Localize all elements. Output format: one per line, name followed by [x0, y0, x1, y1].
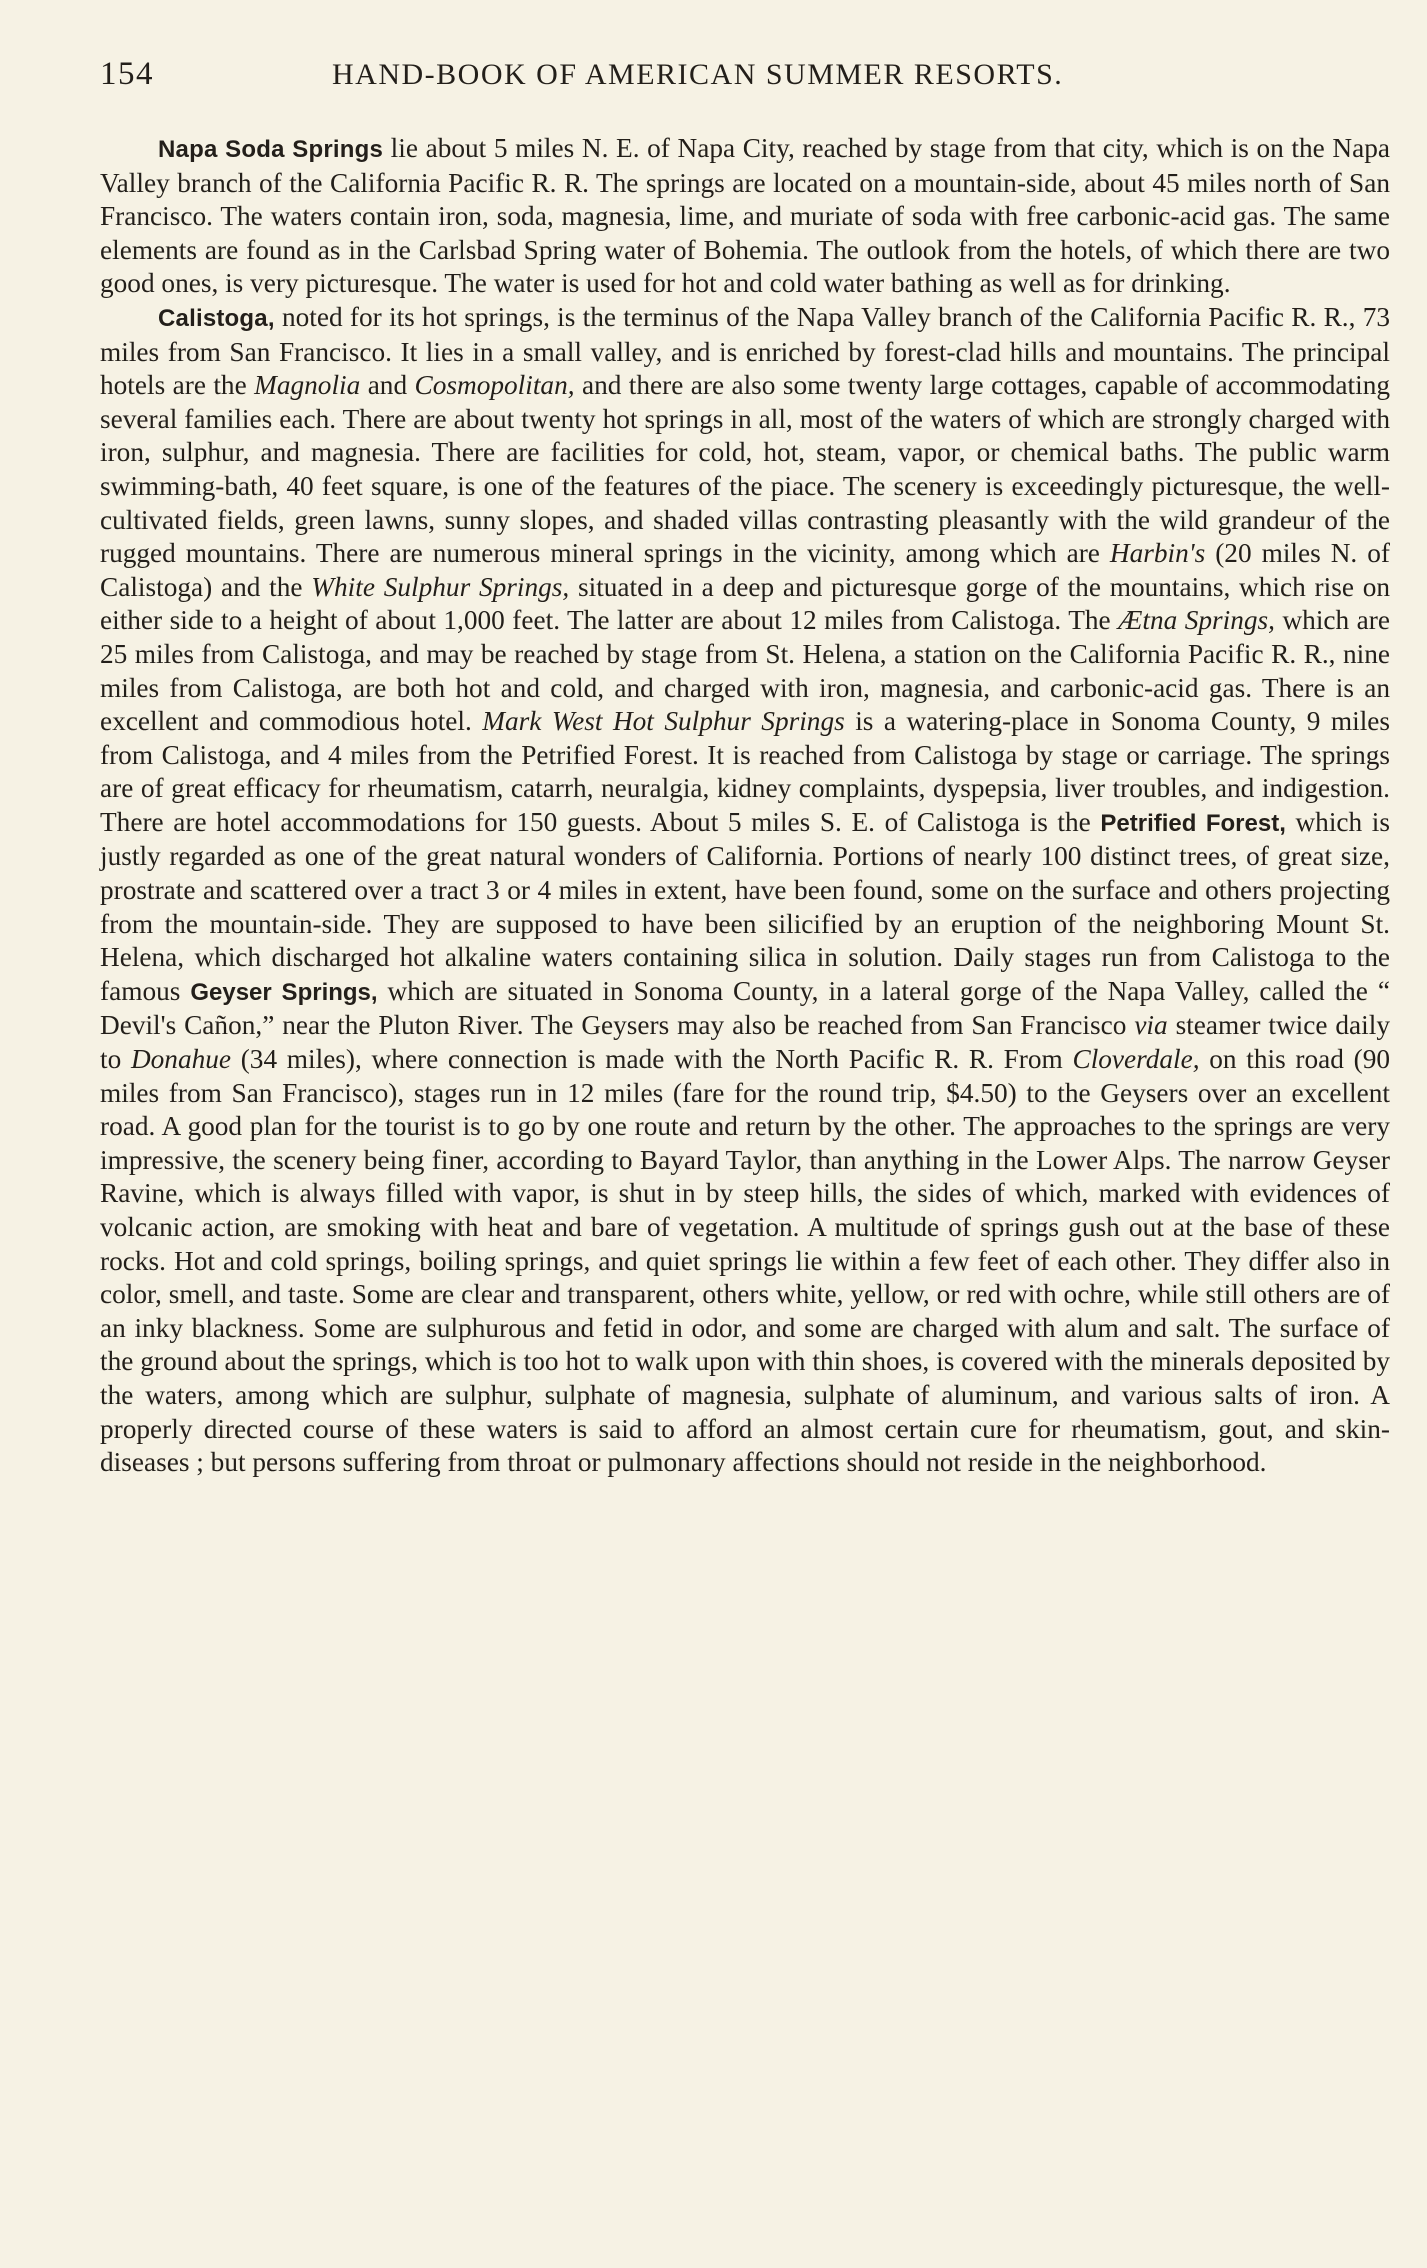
- paragraph-napa-soda-springs: [100, 132, 1390, 301]
- book-page: [100, 50, 1390, 2230]
- text-run: and there are also some twenty large cottages, capable of accommodating several families each. There are about twenty hot springs in all, most of the waters of which are strongly charged with iron, sulphur, and magnesia. There are facilities for cold, hot, steam, vapor, or chemical baths. The public warm swimming-bath, 40 feet square, is one of the features of the piace. The scenery is exceedingly picturesque, the well-cultivated fields, green lawns, sunny slopes, and shaded villas contrasting pleasantly with the wild grandeur of the rugged mountains. There are numerous mineral springs in the vicinity, among which are: [100, 370, 1391, 569]
- entry-heading-calistoga: Calistoga,: [158, 304, 275, 332]
- hotel-name-magnolia: Magnolia: [254, 370, 361, 401]
- paragraph-calistoga: [100, 301, 1390, 1480]
- text-run: which is justly regarded as one of the great natural wonders of California. Portions of nearly 100 distinct trees, of great size, prostrate and scattered over a tract 3 or 4 miles in extent, have been found, some on the surface and others projecting from the mountain-side. They are supposed to have been silicified by an eruption of the neighboring Mount St. Helena, which discharged hot alkaline waters containing silica in solution. Daily stages run from Calistoga to the famous: [100, 806, 1390, 1006]
- text-run: which are 25 miles from Calistoga, and may be reached by stage from St. Helena, a station on the California Pacific R. R., nine miles from Calistoga, are both hot and cold, and charged with iron, magnesia, and carbonic-acid gas. There is an excellent and commodious hotel.: [100, 605, 1390, 737]
- text-run: which are situated in Sonoma County, in a lateral gorge of the Napa Valley, called the “ Devil's Cañon,” near the Pluton River. The Geysers may also be reached from San Francisco: [100, 975, 1391, 1041]
- place-name-white-sulphur-springs: White Sulphur Springs,: [311, 571, 570, 602]
- text-run: situated in a deep and picturesque gorge of the mountains, which rise on either side to a height of about 1,000 feet. The latter are about 12 miles from Calistoga. The: [100, 571, 1391, 636]
- entry-heading-napa-soda-springs: Napa Soda Springs: [158, 136, 384, 163]
- page-number: 154: [100, 56, 154, 92]
- text-run: steamer twice daily to: [100, 1010, 1390, 1075]
- place-name-donahue: Donahue: [130, 1044, 232, 1075]
- text-run: and: [360, 370, 415, 401]
- place-name-mark-west: Mark West Hot Sulphur Springs: [482, 706, 845, 737]
- entry-heading-geyser-springs: Geyser Springs,: [190, 978, 378, 1006]
- word-via: via: [1134, 1010, 1168, 1041]
- entry-heading-petrified-forest: Petrified Forest,: [1100, 809, 1286, 837]
- body-text: [100, 132, 1390, 1480]
- place-name-aetna-springs: Ætna Springs,: [1118, 605, 1275, 636]
- place-name-cloverdale: Cloverdale,: [1072, 1044, 1200, 1075]
- text-run: noted for its hot springs, is the terminus of the Napa Valley branch of the California Pacific R. R., 73 miles from San Francisco. It lies in a small valley, and is enriched by forest-clad hills and mountains. The principal hotels are the: [100, 301, 1390, 401]
- place-name-harbins: Harbin's: [1109, 538, 1206, 569]
- text-run: on this road (90 miles from San Francisco), stages run in 12 miles (fare for the round trip, $4.50) to the Geysers over an excellent road. A good plan for the tourist is to go by one route and return by the other. The approaches to the springs are very impressive, the scenery being finer, according to Bayard Taylor, than anything in the Lower Alps. The narrow Geyser Ravine, which is always filled with vapor, is shut in by steep hills, the sides of which, marked with evidences of volcanic action, are smoking with heat and bare of vegetation. A multitude of springs gush out at the base of these rocks. Hot and cold springs, boiling springs, and quiet springs lie within a few feet of each other. They differ also in color, smell, and taste. Some are clear and transparent, others white, yellow, or red with ochre, while still others are of an inky blackness. Some are sulphurous and fetid in odor, and some are charged with alum and salt. The surface of the ground about the springs, which is too hot to walk upon with thin shoes, is covered with the minerals deposited by the waters, among which are sulphur, sulphate of magnesia, sulphate of aluminum, and various salts of iron. A properly directed course of these waters is said to afford an almost certain cure for rheumatism, gout, and skin-diseases ; but persons suffering from throat or pulmonary affections should not reside in the neighborhood.: [100, 1044, 1390, 1478]
- text-run: (34 miles), where connection is made with the North Pacific R. R. From: [231, 1044, 1073, 1075]
- text-run: (20 miles N. of Calistoga) and the: [100, 538, 1390, 602]
- running-title: HAND-BOOK OF AMERICAN SUMMER RESORTS.: [332, 58, 1064, 91]
- text-run: is a watering-place in Sonoma County, 9 miles from Calistoga, and 4 miles from the Petrified Forest. It is reached from Calistoga by stage or carriage. The springs are of great efficacy for rheumatism, catarrh, neuralgia, kidney complaints, dyspepsia, liver troubles, and indigestion. There are hotel accommodations for 150 guests. About 5 miles S. E. of Calistoga is the: [100, 706, 1391, 837]
- paragraph-text: lie about 5 miles N. E. of Napa City, reached by stage from that city, which is on the Napa Valley branch of the California Pacific R. R. The springs are located on a mountain-side, about 45 miles north of San Francisco. The waters contain iron, soda, magnesia, lime, and muriate of soda with free carbonic-acid gas. The same elements are found as in the Carlsbad Spring water of Bohemia. The outlook from the hotels, of which there are two good ones, is very picturesque. The water is used for hot and cold water bathing as well as for drinking.: [100, 133, 1390, 299]
- hotel-name-cosmopolitan: Cosmopolitan,: [414, 370, 575, 401]
- page-header: [100, 50, 1390, 110]
